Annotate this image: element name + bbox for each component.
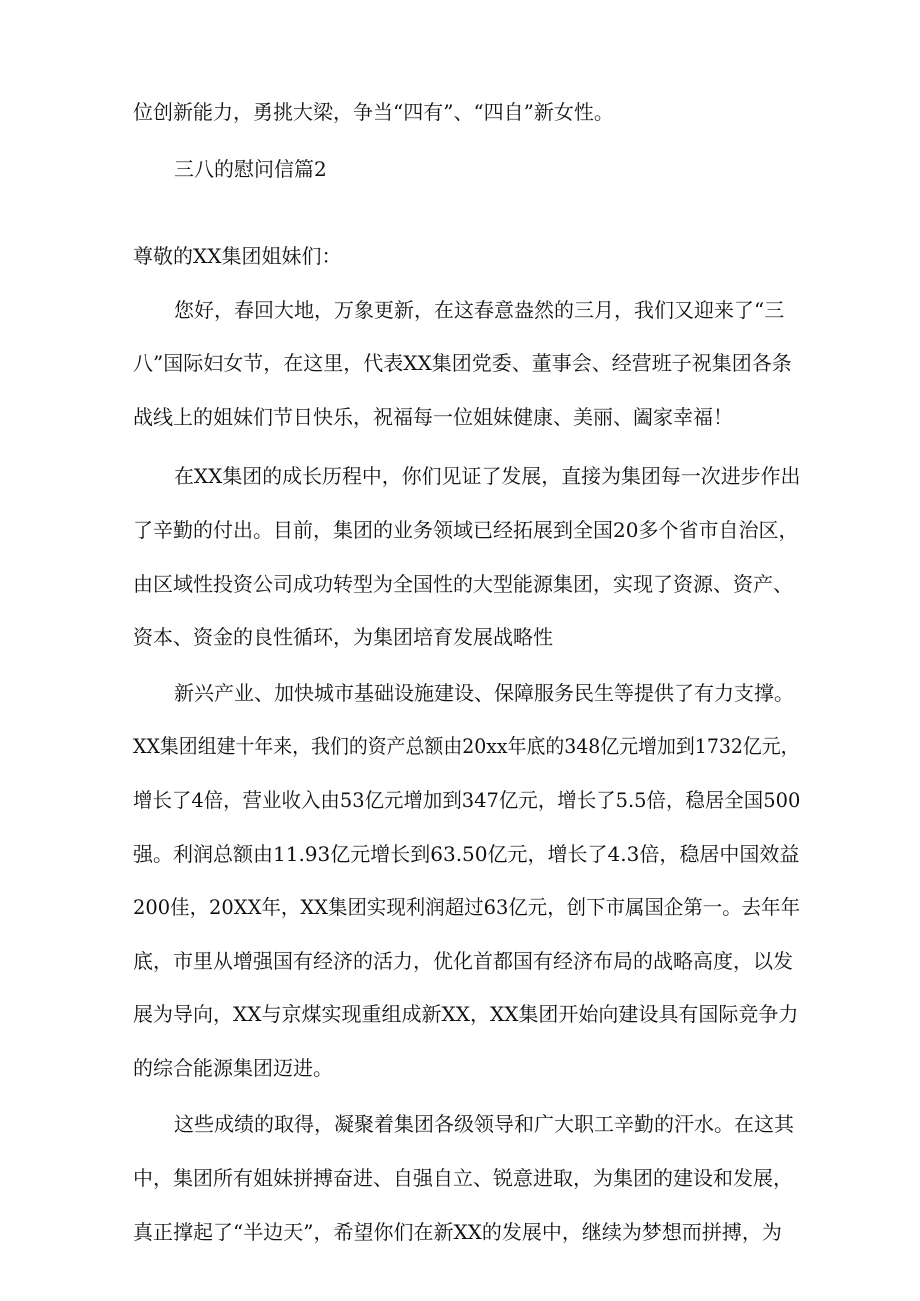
- text-line: [0, 512, 920, 548]
- text-line-content: 底，市里从增强国有经济的活力，优化首都国有经济布局的战略高度，以发: [133, 949, 793, 973]
- text-line: [0, 399, 920, 435]
- text-line-content: 这些成绩的取得，凝聚着集团各级领导和广大职工辛勤的汗水。在这其: [174, 1112, 794, 1136]
- text-line-content: 真正撑起了“半边天”，希望你们在新XX的发展中，继续为梦想而拼搏，为: [133, 1220, 782, 1244]
- text-line: [0, 889, 920, 925]
- salutation-text: 尊敬的XX集团姐妹们：: [133, 244, 342, 268]
- text-line-content: 由区域性投资公司成功转型为全国性的大型能源集团，实现了资源、资产、: [133, 572, 793, 596]
- text-line: [0, 675, 920, 711]
- text-line: [0, 1106, 920, 1142]
- text-line-content: 资本、资金的良性循环，为集团培育发展战略性: [133, 625, 553, 649]
- text-line: [0, 996, 920, 1032]
- text-line-content: 增长了4倍，营业收入由53亿元增加到347亿元，增长了5.5倍，稳居全国500: [133, 788, 801, 812]
- text-line-content: 中，集团所有姐妹拼搏奋进、自强自立、锐意进取，为集团的建设和发展，: [133, 1166, 793, 1190]
- text-line-content: 的综合能源集团迈进。: [133, 1056, 333, 1080]
- text-line-content: 展为导向，XX与京煤实现重组成新XX，XX集团开始向建设具有国际竞争力: [133, 1002, 799, 1026]
- text-line: [0, 728, 920, 764]
- text-line-content: 位创新能力，勇挑大梁，争当“四有”、“四自”新女性。: [133, 100, 614, 124]
- text-line: [0, 345, 920, 381]
- text-line-content: 200佳，20XX年，XX集团实现利润超过63亿元，创下市属国企第一。去年年: [133, 895, 801, 919]
- salutation: [0, 238, 920, 274]
- text-line-content: 了辛勤的付出。目前，集团的业务领域已经拓展到全国20多个省市自治区，: [133, 518, 799, 542]
- text-line: [0, 1050, 920, 1086]
- section-heading-text: 三八的慰问信篇2: [174, 157, 327, 181]
- text-line: [0, 292, 920, 328]
- text-line-content: 八”国际妇女节，在这里，代表XX集团党委、董事会、经营班子祝集团各条: [133, 351, 792, 375]
- text-line: [0, 1214, 920, 1250]
- text-line: [0, 943, 920, 979]
- text-line-content: 您好，春回大地，万象更新，在这春意盎然的三月，我们又迎来了“三: [174, 298, 785, 322]
- section-heading: [0, 151, 920, 187]
- text-line: [0, 1160, 920, 1196]
- text-line-content: 在XX集团的成长历程中，你们见证了发展，直接为集团每一次进步作出: [174, 464, 801, 488]
- text-line: [0, 458, 920, 494]
- text-line: [0, 782, 920, 818]
- text-line: [0, 94, 920, 130]
- text-line: [0, 566, 920, 602]
- text-line-content: 强。利润总额由11.93亿元增长到63.50亿元，增长了4.3倍，稳居中国效益: [133, 842, 800, 866]
- text-line-content: XX集团组建十年来，我们的资产总额由20xx年底的348亿元增加到1732亿元，: [133, 734, 800, 758]
- text-line: [0, 836, 920, 872]
- text-line: [0, 619, 920, 655]
- text-line-content: 战线上的姐妹们节日快乐，祝福每一位姐妹健康、美丽、阖家幸福！: [133, 405, 733, 429]
- text-line-content: 新兴产业、加快城市基础设施建设、保障服务民生等提供了有力支撑。: [174, 681, 794, 705]
